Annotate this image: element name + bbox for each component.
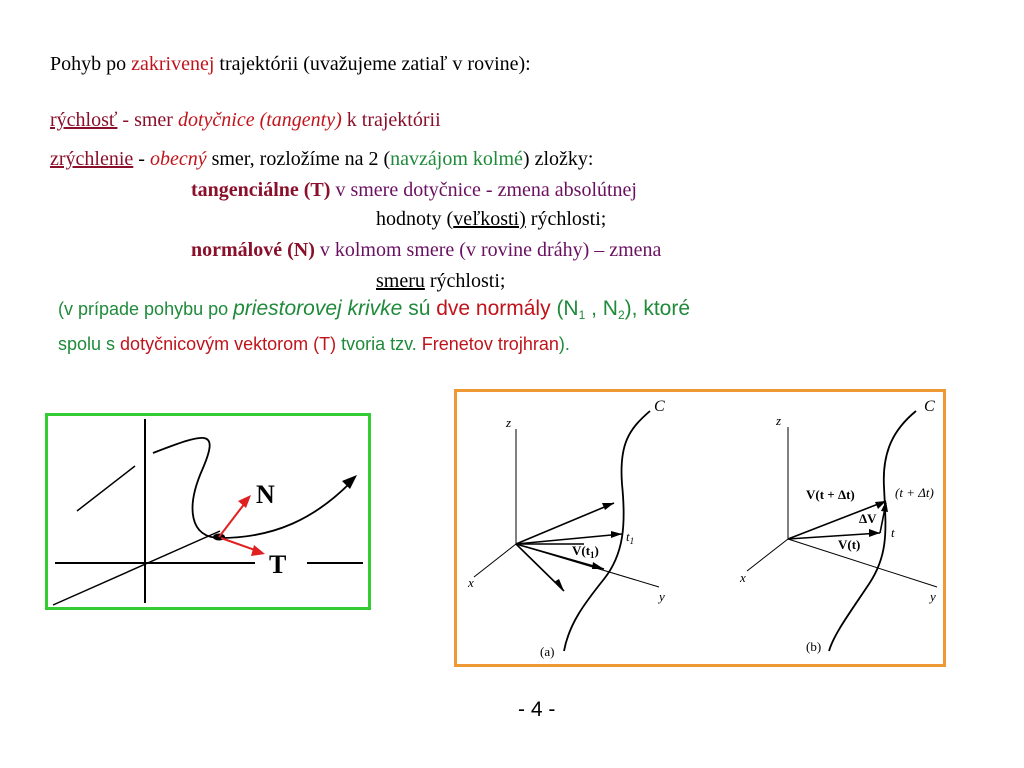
- velocity-line: [50, 108, 441, 132]
- size-label: veľkosti): [453, 208, 526, 230]
- panel-b-label: (b): [806, 639, 822, 654]
- curve-label-b: C: [924, 398, 935, 415]
- z-label-b: z: [776, 413, 782, 428]
- y-label-a: y: [659, 589, 665, 604]
- z-label-a: z: [506, 415, 512, 430]
- title-highlight: zakrivenej: [131, 53, 215, 75]
- normal-line-2: [376, 269, 505, 293]
- t1-label: $t_1$: [626, 529, 635, 546]
- tangent-vector-label: dotyčnicovým vektorom (T): [120, 334, 337, 354]
- direction-label: smeru: [376, 270, 425, 292]
- tangent-letter: T: [269, 550, 287, 579]
- title-part: trajektórii (uvažujeme zatiaľ v rovine):: [214, 53, 531, 75]
- velocity-term: rýchlosť: [50, 109, 118, 131]
- acceleration-line: [50, 147, 593, 171]
- tangential-text: rýchlosti;: [525, 208, 607, 230]
- space-curve-label: priestorovej krivke: [233, 297, 403, 320]
- tdt-label: (t + Δt): [895, 485, 934, 500]
- title-part: Pohyb po: [50, 53, 132, 75]
- figure-border: [456, 391, 945, 666]
- subscript: 2: [617, 308, 625, 322]
- panel-a-label: (a): [540, 644, 555, 659]
- note-text: spolu s: [58, 334, 121, 354]
- note-text: ), ktoré: [624, 297, 691, 320]
- x-label-b: x: [740, 570, 746, 585]
- normal-text: rýchlosti;: [424, 270, 506, 292]
- velocity-text: - smer: [117, 109, 178, 131]
- velocity-label-t: V(t): [838, 537, 861, 552]
- page-number: - 4 -: [518, 698, 556, 721]
- note-text: (N: [550, 297, 579, 320]
- note-text: tvoria tzv.: [336, 334, 422, 354]
- perpendicular-label: navzájom kolmé: [390, 148, 523, 170]
- note-text: (v prípade pohybu po: [58, 299, 234, 319]
- tangential-line-2: [376, 207, 606, 231]
- normal-label: normálové (N): [191, 239, 315, 261]
- normal-letter: N: [256, 480, 275, 509]
- tangential-line: [191, 178, 637, 202]
- x-label-a: x: [468, 575, 474, 590]
- acceleration-text: -: [133, 148, 150, 170]
- velocity-label-a: $V(t_1)$: [572, 543, 599, 560]
- frenet-label: Frenetov trojhran: [421, 334, 559, 354]
- note-text: sú: [402, 297, 437, 320]
- general-label: obecný: [149, 148, 207, 170]
- t-label: t: [891, 525, 895, 540]
- velocity-text: k trajektórii: [341, 109, 441, 131]
- normal-text: v kolmom smere (v rovine dráhy) – zmena: [314, 239, 662, 261]
- normal-line: [191, 238, 661, 262]
- tangent-label: dotyčnice (tangenty): [177, 109, 342, 131]
- acceleration-text: ) zložky:: [522, 148, 594, 170]
- figure-border: [47, 415, 370, 609]
- note-line-1: [58, 297, 690, 327]
- note-text: ).: [558, 334, 570, 354]
- subscript: 1: [578, 308, 586, 322]
- delta-v-label: ΔV: [859, 511, 877, 526]
- acceleration-term: zrýchlenie: [50, 148, 134, 170]
- tangential-text: v smere dotyčnice - zmena absolútnej: [330, 179, 637, 201]
- space-curve-figure: [454, 389, 946, 667]
- tangential-label: tangenciálne (T): [191, 179, 331, 201]
- curve-label-a: C: [654, 398, 665, 415]
- velocity-label-tdt: V(t + Δt): [806, 487, 855, 502]
- acceleration-text: smer, rozložíme na 2 (: [206, 148, 391, 170]
- tangential-text: hodnoty (: [376, 208, 454, 230]
- slide-title: [50, 52, 531, 76]
- note-text: , N: [585, 297, 618, 320]
- y-label-b: y: [930, 589, 936, 604]
- trajectory-figure: [45, 413, 371, 610]
- note-line-2: [58, 332, 570, 356]
- two-normals-label: dve normály: [436, 297, 551, 320]
